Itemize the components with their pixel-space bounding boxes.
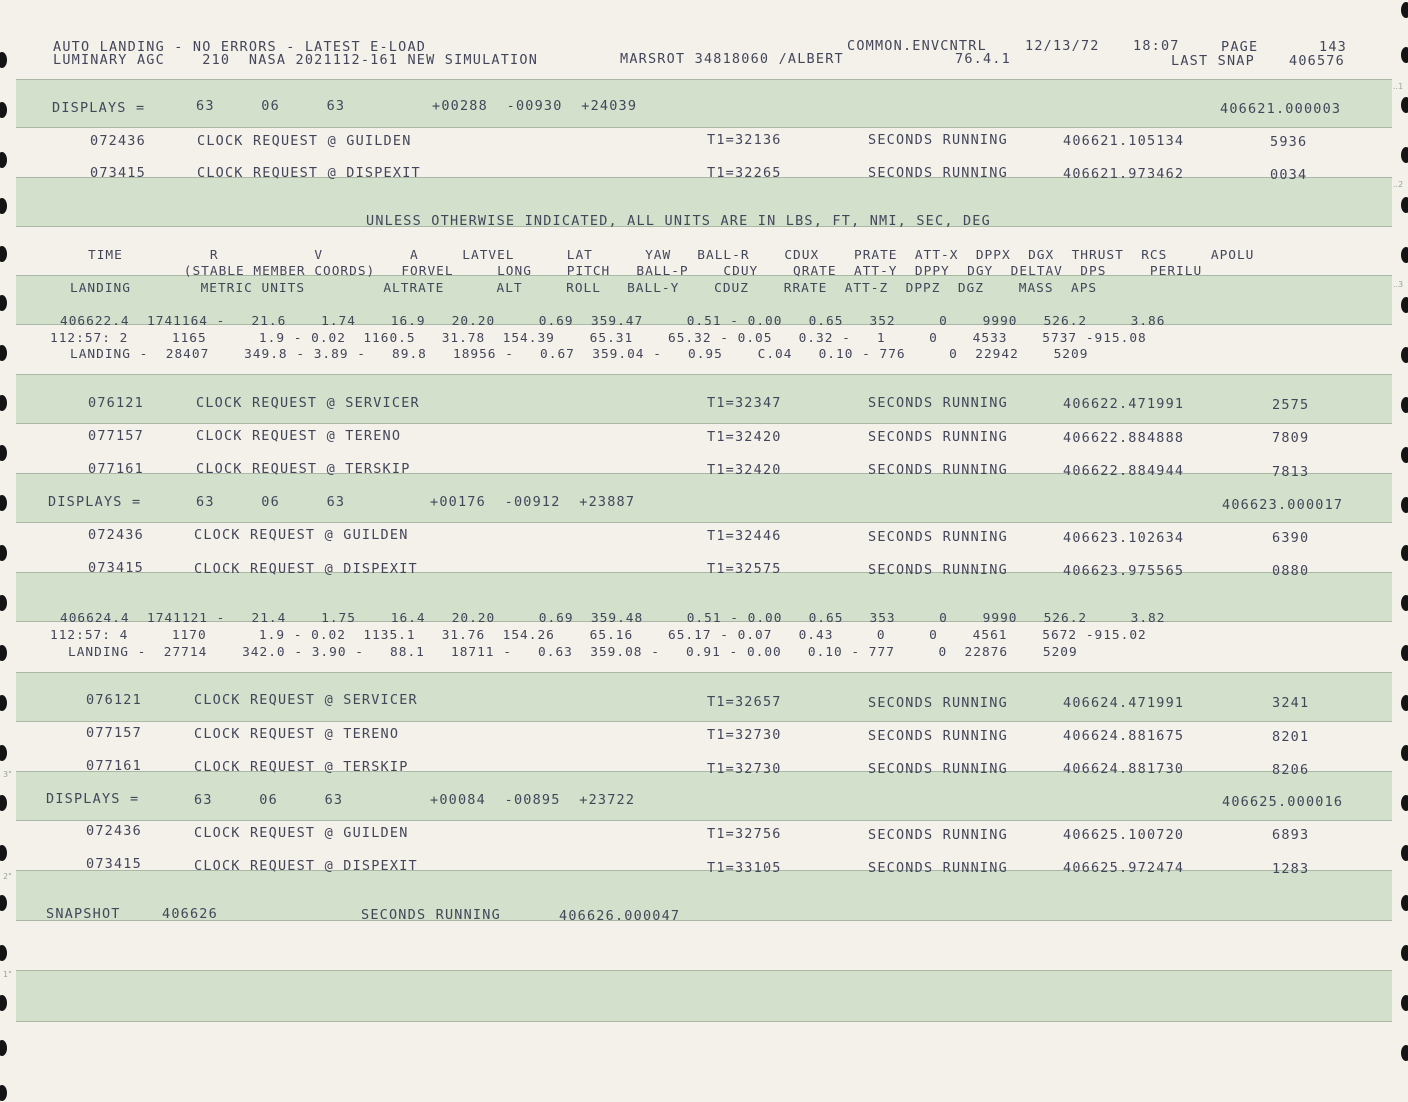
clock-address: 076121 xyxy=(86,692,142,708)
feed-hole xyxy=(1401,795,1408,811)
clock-t1: T1=32575 xyxy=(707,561,782,577)
clock-count: 5936 xyxy=(1270,134,1308,150)
clock-text: CLOCK REQUEST @ GUILDEN xyxy=(194,527,409,543)
displays-time: 406623.000017 xyxy=(1222,497,1344,513)
clock-seconds-running: SECONDS RUNNING xyxy=(868,695,1008,711)
clock-time: 406622.471991 xyxy=(1063,396,1185,412)
units-note: UNLESS OTHERWISE INDICATED, ALL UNITS ARE IN LBS, FT, NMI, SEC, DEG xyxy=(366,213,991,229)
clock-time: 406624.471991 xyxy=(1063,695,1185,711)
clock-text: CLOCK REQUEST @ TERSKIP xyxy=(194,759,409,775)
clock-seconds-running: SECONDS RUNNING xyxy=(868,562,1008,578)
clock-time: 406622.884944 xyxy=(1063,463,1185,479)
clock-t1: T1=32657 xyxy=(707,694,782,710)
column-header-row: (STABLE MEMBER COORDS) FORVEL LONG PITCH BALL-P CDUY QRATE ATT-Y DPPY DGY DELTAV DPS PERILU xyxy=(88,264,1203,279)
feed-hole xyxy=(0,595,7,611)
clock-address: 076121 xyxy=(88,395,144,411)
displays-codes: 63 06 63 xyxy=(196,494,346,510)
clock-count: 8201 xyxy=(1272,729,1310,745)
displays-label: DISPLAYS = xyxy=(52,100,146,116)
header-version: 76.4.1 xyxy=(955,51,1011,67)
clock-time: 406623.975565 xyxy=(1063,563,1185,579)
feed-hole xyxy=(1401,447,1408,463)
clock-count: 6893 xyxy=(1272,827,1310,843)
feed-hole xyxy=(1401,695,1408,711)
snapshot-id: 406626 xyxy=(162,906,218,922)
clock-count: 0034 xyxy=(1270,167,1308,183)
data-row: 406622.4 1741164 - 21.6 1.74 16.9 20.20 0.69 359.47 0.51 - 0.00 0.65 352 0 9990 526.2 3.86 xyxy=(60,314,1166,329)
green-band xyxy=(16,970,1392,1022)
clock-address: 073415 xyxy=(88,560,144,576)
margin-mark: 3" xyxy=(3,770,12,779)
clock-count: 0880 xyxy=(1272,563,1310,579)
clock-address: 073415 xyxy=(90,165,146,181)
clock-seconds-running: SECONDS RUNNING xyxy=(868,827,1008,843)
feed-hole xyxy=(1401,545,1408,561)
feed-hole xyxy=(0,295,7,311)
header-job: MARSROT 34818060 /ALBERT xyxy=(620,51,844,67)
feed-hole xyxy=(0,52,7,68)
displays-codes: 63 06 63 xyxy=(196,98,346,114)
clock-seconds-running: SECONDS RUNNING xyxy=(868,860,1008,876)
clock-t1: T1=32265 xyxy=(707,165,782,181)
feed-hole xyxy=(1401,97,1408,113)
clock-text: CLOCK REQUEST @ TERENO xyxy=(196,428,402,444)
clock-t1: T1=32420 xyxy=(707,462,782,478)
feed-hole xyxy=(1401,147,1408,163)
feed-hole xyxy=(1401,2,1408,18)
displays-time: 406621.000003 xyxy=(1220,101,1342,117)
clock-address: 077161 xyxy=(88,461,144,477)
feed-hole xyxy=(0,246,7,262)
header-page-label: PAGE xyxy=(1221,39,1259,55)
clock-seconds-running: SECONDS RUNNING xyxy=(868,395,1008,411)
clock-address: 077157 xyxy=(88,428,144,444)
feed-hole xyxy=(1401,497,1408,513)
displays-values: +00288 -00930 +24039 xyxy=(432,98,638,114)
clock-text: CLOCK REQUEST @ GUILDEN xyxy=(194,825,409,841)
feed-hole xyxy=(1401,247,1408,263)
feed-hole xyxy=(0,1085,7,1101)
clock-count: 7809 xyxy=(1272,430,1310,446)
feed-hole xyxy=(1401,945,1408,961)
feed-hole xyxy=(0,645,7,661)
header-page-number: 143 xyxy=(1319,39,1347,55)
snapshot-seconds-running: SECONDS RUNNING xyxy=(361,907,501,923)
feed-hole xyxy=(0,695,7,711)
data-row: 406624.4 1741121 - 21.4 1.75 16.4 20.20 0.69 359.48 0.51 - 0.00 0.65 353 0 9990 526.2 3.82 xyxy=(60,611,1166,626)
feed-hole xyxy=(0,995,7,1011)
data-row: 112:57: 4 1170 1.9 - 0.02 1135.1 31.76 154.26 65.16 65.17 - 0.07 0.43 0 0 4561 5672 -915.02 xyxy=(50,628,1147,643)
data-row: 112:57: 2 1165 1.9 - 0.02 1160.5 31.78 154.39 65.31 65.32 - 0.05 0.32 - 1 0 4533 5737 -915.08 xyxy=(50,331,1147,346)
displays-values: +00084 -00895 +23722 xyxy=(430,792,636,808)
clock-time: 406622.884888 xyxy=(1063,430,1185,446)
clock-t1: T1=32756 xyxy=(707,826,782,842)
margin-mark: ..2 xyxy=(1393,180,1404,189)
feed-hole xyxy=(1401,895,1408,911)
feed-hole xyxy=(0,102,7,118)
feed-hole xyxy=(0,1040,7,1056)
clock-text: CLOCK REQUEST @ SERVICER xyxy=(194,692,418,708)
feed-hole xyxy=(0,152,7,168)
column-header-row: LANDING METRIC UNITS ALTRATE ALT ROLL BALL-Y CDUZ RRATE ATT-Z DPPZ DGZ MASS APS xyxy=(70,281,1098,296)
clock-count: 2575 xyxy=(1272,397,1310,413)
clock-t1: T1=32347 xyxy=(707,395,782,411)
clock-count: 7813 xyxy=(1272,464,1310,480)
clock-address: 073415 xyxy=(86,856,142,872)
clock-t1: T1=32730 xyxy=(707,727,782,743)
displays-label: DISPLAYS = xyxy=(48,494,142,510)
margin-mark: ..3 xyxy=(1393,280,1404,289)
clock-time: 406621.105134 xyxy=(1063,133,1185,149)
feed-hole xyxy=(0,495,7,511)
margin-mark: 1" xyxy=(3,970,12,979)
clock-address: 072436 xyxy=(88,527,144,543)
clock-t1: T1=32136 xyxy=(707,132,782,148)
feed-hole xyxy=(1401,845,1408,861)
clock-time: 406623.102634 xyxy=(1063,530,1185,546)
margin-mark: 2" xyxy=(3,872,12,881)
clock-count: 3241 xyxy=(1272,695,1310,711)
green-band xyxy=(16,870,1392,921)
feed-hole xyxy=(0,198,7,214)
clock-seconds-running: SECONDS RUNNING xyxy=(868,529,1008,545)
clock-text: CLOCK REQUEST @ TERENO xyxy=(194,726,400,742)
feed-hole xyxy=(1401,397,1408,413)
feed-hole xyxy=(1401,745,1408,761)
clock-text: CLOCK REQUEST @ GUILDEN xyxy=(197,133,412,149)
feed-hole xyxy=(1401,297,1408,313)
feed-hole xyxy=(0,795,7,811)
clock-address: 072436 xyxy=(90,133,146,149)
clock-text: CLOCK REQUEST @ SERVICER xyxy=(196,395,420,411)
margin-mark: ..1 xyxy=(1393,82,1404,91)
clock-seconds-running: SECONDS RUNNING xyxy=(868,728,1008,744)
header-snap-number: 406576 xyxy=(1289,53,1345,69)
clock-address: 072436 xyxy=(86,823,142,839)
feed-hole xyxy=(0,345,7,361)
data-row: LANDING - 27714 342.0 - 3.90 - 88.1 18711 - 0.63 359.08 - 0.91 - 0.00 0.10 - 777 0 22876 5209 xyxy=(68,645,1078,660)
header-subtitle: LUMINARY AGC 210 NASA 2021112-161 NEW SIMULATION xyxy=(53,52,539,68)
clock-t1: T1=32420 xyxy=(707,429,782,445)
clock-count: 1283 xyxy=(1272,861,1310,877)
feed-hole xyxy=(1401,595,1408,611)
clock-text: CLOCK REQUEST @ DISPEXIT xyxy=(194,561,418,577)
clock-seconds-running: SECONDS RUNNING xyxy=(868,132,1008,148)
data-row: LANDING - 28407 349.8 - 3.89 - 89.8 18956 - 0.67 359.04 - 0.95 C.04 0.10 - 776 0 22942 5209 xyxy=(70,347,1089,362)
feed-hole xyxy=(0,445,7,461)
feed-hole xyxy=(0,395,7,411)
header-time: 18:07 xyxy=(1133,38,1180,54)
clock-time: 406625.100720 xyxy=(1063,827,1185,843)
feed-hole xyxy=(0,845,7,861)
feed-hole xyxy=(1401,995,1408,1011)
feed-hole xyxy=(1401,197,1408,213)
header-module: COMMON.ENVCNTRL xyxy=(847,38,987,54)
clock-address: 077157 xyxy=(86,725,142,741)
feed-hole xyxy=(0,945,7,961)
clock-count: 6390 xyxy=(1272,530,1310,546)
clock-t1: T1=32446 xyxy=(707,528,782,544)
clock-time: 406624.881675 xyxy=(1063,728,1185,744)
feed-hole xyxy=(1401,47,1408,63)
feed-hole xyxy=(0,745,7,761)
clock-text: CLOCK REQUEST @ TERSKIP xyxy=(196,461,411,477)
displays-values: +00176 -00912 +23887 xyxy=(430,494,636,510)
column-header-row: TIME R V A LATVEL LAT YAW BALL-R CDUX PRATE ATT-X DPPX DGX THRUST RCS APOLU xyxy=(88,248,1255,263)
header-snap-label: LAST SNAP xyxy=(1171,53,1255,69)
displays-time: 406625.000016 xyxy=(1222,794,1344,810)
clock-seconds-running: SECONDS RUNNING xyxy=(868,462,1008,478)
displays-label: DISPLAYS = xyxy=(46,791,140,807)
snapshot-time: 406626.000047 xyxy=(559,908,681,924)
snapshot-label: SNAPSHOT xyxy=(46,906,121,922)
feed-hole xyxy=(0,895,7,911)
feed-hole xyxy=(1401,1045,1408,1061)
clock-time: 406624.881730 xyxy=(1063,761,1185,777)
feed-hole xyxy=(0,545,7,561)
clock-time: 406621.973462 xyxy=(1063,166,1185,182)
clock-text: CLOCK REQUEST @ DISPEXIT xyxy=(194,858,418,874)
header-date: 12/13/72 xyxy=(1025,38,1100,54)
clock-count: 8206 xyxy=(1272,762,1310,778)
clock-t1: T1=32730 xyxy=(707,761,782,777)
clock-seconds-running: SECONDS RUNNING xyxy=(868,761,1008,777)
feed-hole xyxy=(1401,645,1408,661)
clock-time: 406625.972474 xyxy=(1063,860,1185,876)
feed-hole xyxy=(1401,347,1408,363)
clock-text: CLOCK REQUEST @ DISPEXIT xyxy=(197,165,421,181)
header-title: AUTO LANDING - NO ERRORS - LATEST E-LOAD xyxy=(53,39,427,55)
displays-codes: 63 06 63 xyxy=(194,792,344,808)
clock-seconds-running: SECONDS RUNNING xyxy=(868,429,1008,445)
clock-address: 077161 xyxy=(86,758,142,774)
clock-t1: T1=33105 xyxy=(707,860,782,876)
clock-seconds-running: SECONDS RUNNING xyxy=(868,165,1008,181)
